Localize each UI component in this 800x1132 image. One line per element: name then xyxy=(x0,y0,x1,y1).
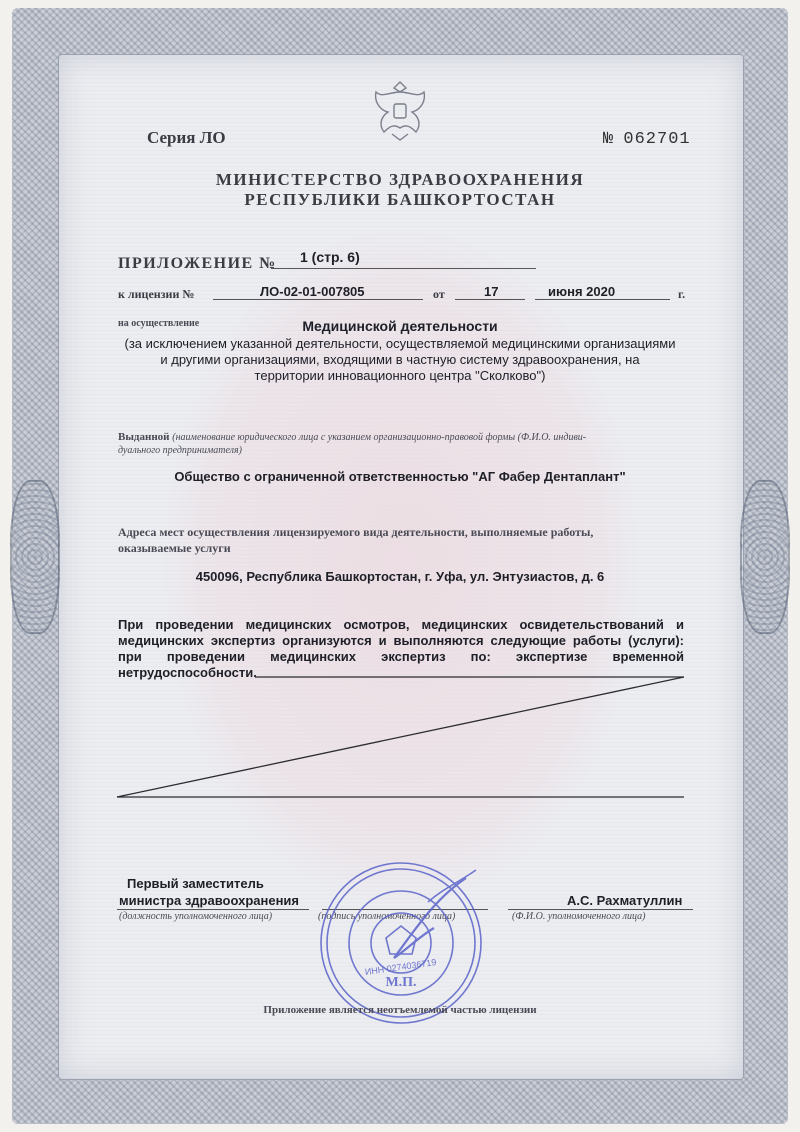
stamp-outer-ring xyxy=(321,863,481,1023)
license-month-year: июня 2020 xyxy=(548,284,616,299)
signature-tail xyxy=(428,870,476,902)
license-number: ЛО-02-01-007805 xyxy=(260,284,365,299)
license-label: к лицензии № xyxy=(118,287,195,301)
signatory-name: А.С. Рахматуллин xyxy=(567,893,683,908)
works-line1: При проведении медицинских осмотров, медицинских освидетельствований и xyxy=(118,617,684,632)
signature-stroke xyxy=(394,878,466,958)
license-day: 17 xyxy=(484,284,499,299)
appendix-number: 1 (стр. 6) xyxy=(300,249,360,265)
address-value: 450096, Республика Башкортостан, г. Уфа, ул. Энтузиастов, д. 6 xyxy=(195,569,605,584)
appendix-label: ПРИЛОЖЕНИЕ № xyxy=(118,255,277,272)
position-underline xyxy=(117,909,309,910)
number-sign: № xyxy=(603,130,614,149)
footer-note: Приложение является неотъемлемой частью лицензии xyxy=(263,1004,537,1016)
activity-description-line1: (за исключением указанной деятельности, осуществляемой медицинскими организациями xyxy=(124,336,676,351)
activity-label: на осуществление xyxy=(118,318,200,329)
series-label: Серия ЛО xyxy=(147,128,226,147)
activity-title: Медицинской деятельности xyxy=(302,318,498,334)
stamp-mp-text: М.П. xyxy=(385,975,417,990)
works-line3: при проведении медицинских экспертиз по: экспертизе временной xyxy=(118,649,684,664)
signature-caption: (подпись уполномоченного лица) xyxy=(318,911,456,922)
ministry-name-line1: МИНИСТЕРСТВО ЗДРАВООХРАНЕНИЯ xyxy=(215,170,585,189)
activity-description-line2: и другими организациями, входящими в частную систему здравоохранения, на xyxy=(160,352,640,367)
date-from-label: от xyxy=(433,287,445,301)
address-label-line1: Адреса мест осуществления лицензируемого вида деятельности, выполняемые работы, xyxy=(118,525,594,539)
organization-name: Общество с ограниченной ответственностью "АГ Фабер Дентаплант" xyxy=(174,469,626,484)
signatory-position-line1: Первый заместитель xyxy=(127,876,264,891)
works-line4: нетрудоспособности. xyxy=(118,665,257,680)
issued-label: Выданной xyxy=(118,431,170,443)
official-stamp xyxy=(316,858,486,1028)
stamp-inn-text: ИНН 0274036719 xyxy=(364,957,437,977)
works-line2: медицинских экспертиз организуются и выполняются следующие работы (услуги): xyxy=(118,633,684,648)
signatory-position-line2: министра здравоохранения xyxy=(119,893,300,908)
address-label-line2: оказываемые услуги xyxy=(118,541,231,555)
form-number-value: 062701 xyxy=(623,130,691,149)
year-suffix: г. xyxy=(678,287,686,301)
ministry-name-line2: РЕСПУБЛИКИ БАШКОРТОСТАН xyxy=(244,190,556,209)
name-caption: (Ф.И.О. уполномоченного лица) xyxy=(512,911,646,922)
z-line-diagonal xyxy=(117,677,684,797)
activity-description-line3: территории инновационного центра "Сколково") xyxy=(254,368,546,383)
issued-note-line1: (наименование юридического лица с указанием организационно-правовой формы (Ф.И.О. индиви- xyxy=(172,432,587,443)
issued-note-line2: дуального предпринимателя) xyxy=(118,445,242,456)
position-caption: (должность уполномоченного лица) xyxy=(119,911,273,922)
name-underline xyxy=(508,909,693,910)
